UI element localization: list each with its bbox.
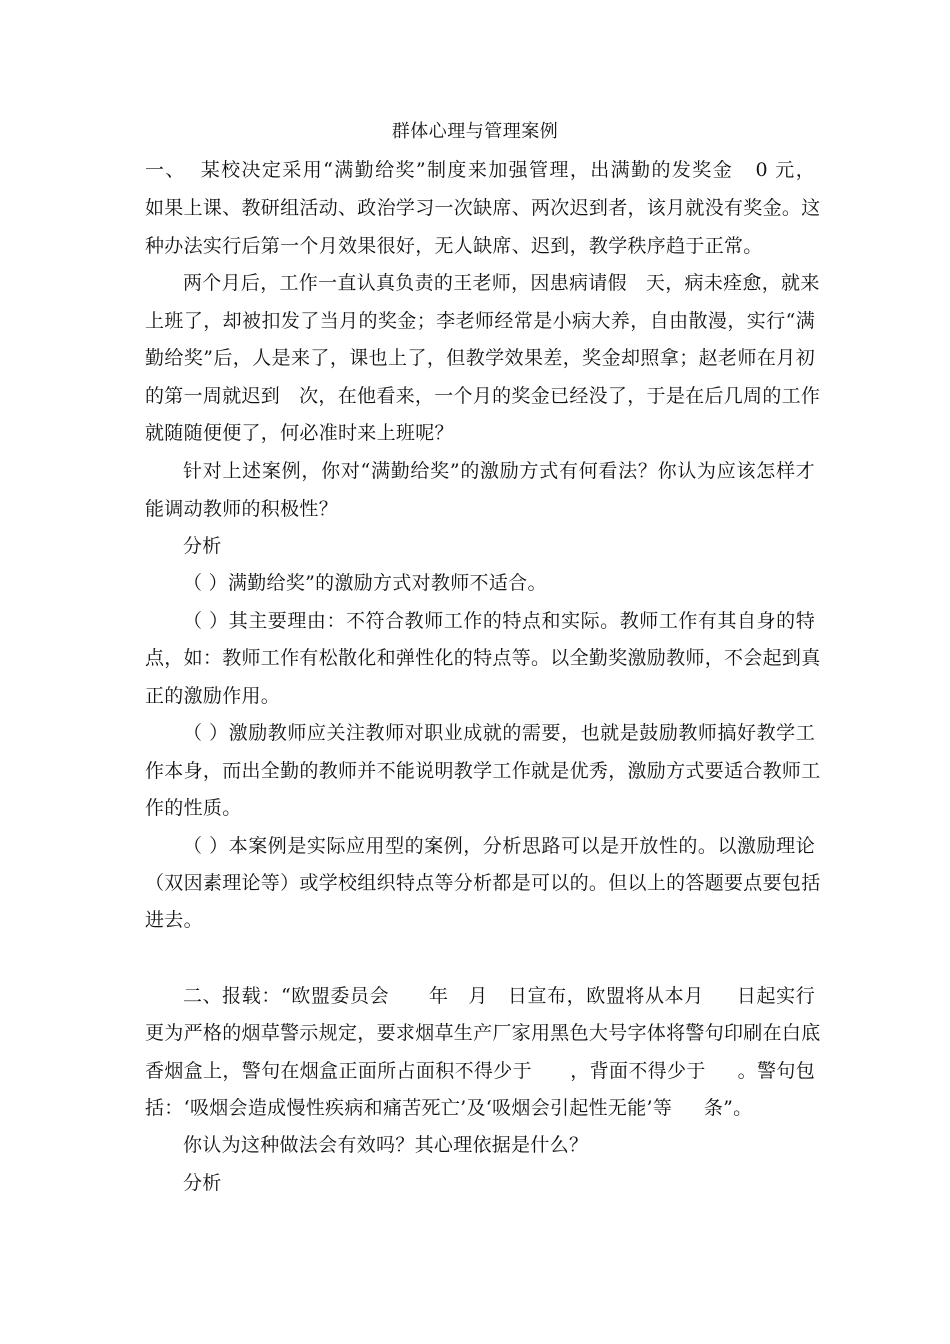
text-line: 勤给奖”后，人是来了，课也上了，但教学效果差，奖金却照拿；赵老师在月初 (145, 347, 815, 369)
text-line: 二、报载：“欧盟委员会 年 月 日宣布，欧盟将从本月 日起实行 (183, 985, 815, 1007)
text-line: 能调动教师的积极性？ (145, 498, 339, 520)
text-line: 两个月后，工作一直认真负责的王老师，因患病请假 天，病未痊愈，就来 (183, 272, 820, 294)
text-line: 作的性质。 (145, 797, 242, 819)
text-line: 点，如：教师工作有松散化和弹性化的特点等。以全勤奖激励教师，不会起到真 (145, 647, 821, 669)
text-line: 进去。 (145, 909, 203, 931)
page-title: 群体心理与管理案例 (391, 121, 559, 142)
text-line: 一、 某校决定采用“满勤给奖”制度来加强管理，出满勤的发奖金 0 元， (145, 159, 815, 181)
text-line: （ ）本案例是实际应用型的案例，分析思路可以是开放性的。以激励理论 (183, 835, 815, 857)
text-line: 上班了，却被扣发了当月的奖金；李老师经常是小病大养，自由散漫，实行“满 (145, 310, 815, 332)
section-label: 分析 (183, 1172, 222, 1194)
text-line: （ ）其主要理由：不符合教师工作的特点和实际。教师工作有其自身的特 (183, 610, 815, 632)
text-line: 正的激励作用。 (145, 685, 281, 707)
text-line: 香烟盒上，警句在烟盒正面所占面积不得少于 ，背面不得少于 。警句包 (145, 1060, 815, 1082)
text-line: 作本身，而出全勤的教师并不能说明教学工作就是优秀，激励方式要适合教师工 (145, 760, 821, 782)
text-line: 的第一周就迟到 次，在他看来，一个月的奖金已经没了，于是在后几周的工作 (145, 385, 821, 407)
text-line: （ ）激励教师应关注教师对职业成就的需要，也就是鼓励教师搞好教学工 (183, 722, 815, 744)
text-line: （ ）满勤给奖”的激励方式对教师不适合。 (183, 572, 547, 594)
text-line: 如果上课、教研组活动、政治学习一次缺席、两次迟到者，该月就没有奖金。这 (145, 197, 821, 219)
text-line: 针对上述案例，你对“满勤给奖”的激励方式有何看法？你认为应该怎样才 (183, 460, 815, 482)
text-line: 更为严格的烟草警示规定，要求烟草生产厂家用黑色大号字体将警句印刷在白底 (145, 1022, 821, 1044)
text-line: （双因素理论等）或学校组织特点等分析都是可以的。但以上的答题要点要包括 (145, 872, 821, 894)
text-line: 你认为这种做法会有效吗？其心理依据是什么？ (183, 1134, 589, 1156)
text-line: 就随随便便了，何必准时来上班呢？ (145, 422, 454, 444)
text-line: 种办法实行后第一个月效果很好，无人缺席、迟到，教学秩序趋于正常。 (145, 235, 763, 257)
section-label: 分析 (183, 535, 222, 557)
text-line: 括：‘吸烟会造成慢性疾病和痛苦死亡’及‘吸烟会引起性无能’等 条”。 (145, 1097, 753, 1119)
